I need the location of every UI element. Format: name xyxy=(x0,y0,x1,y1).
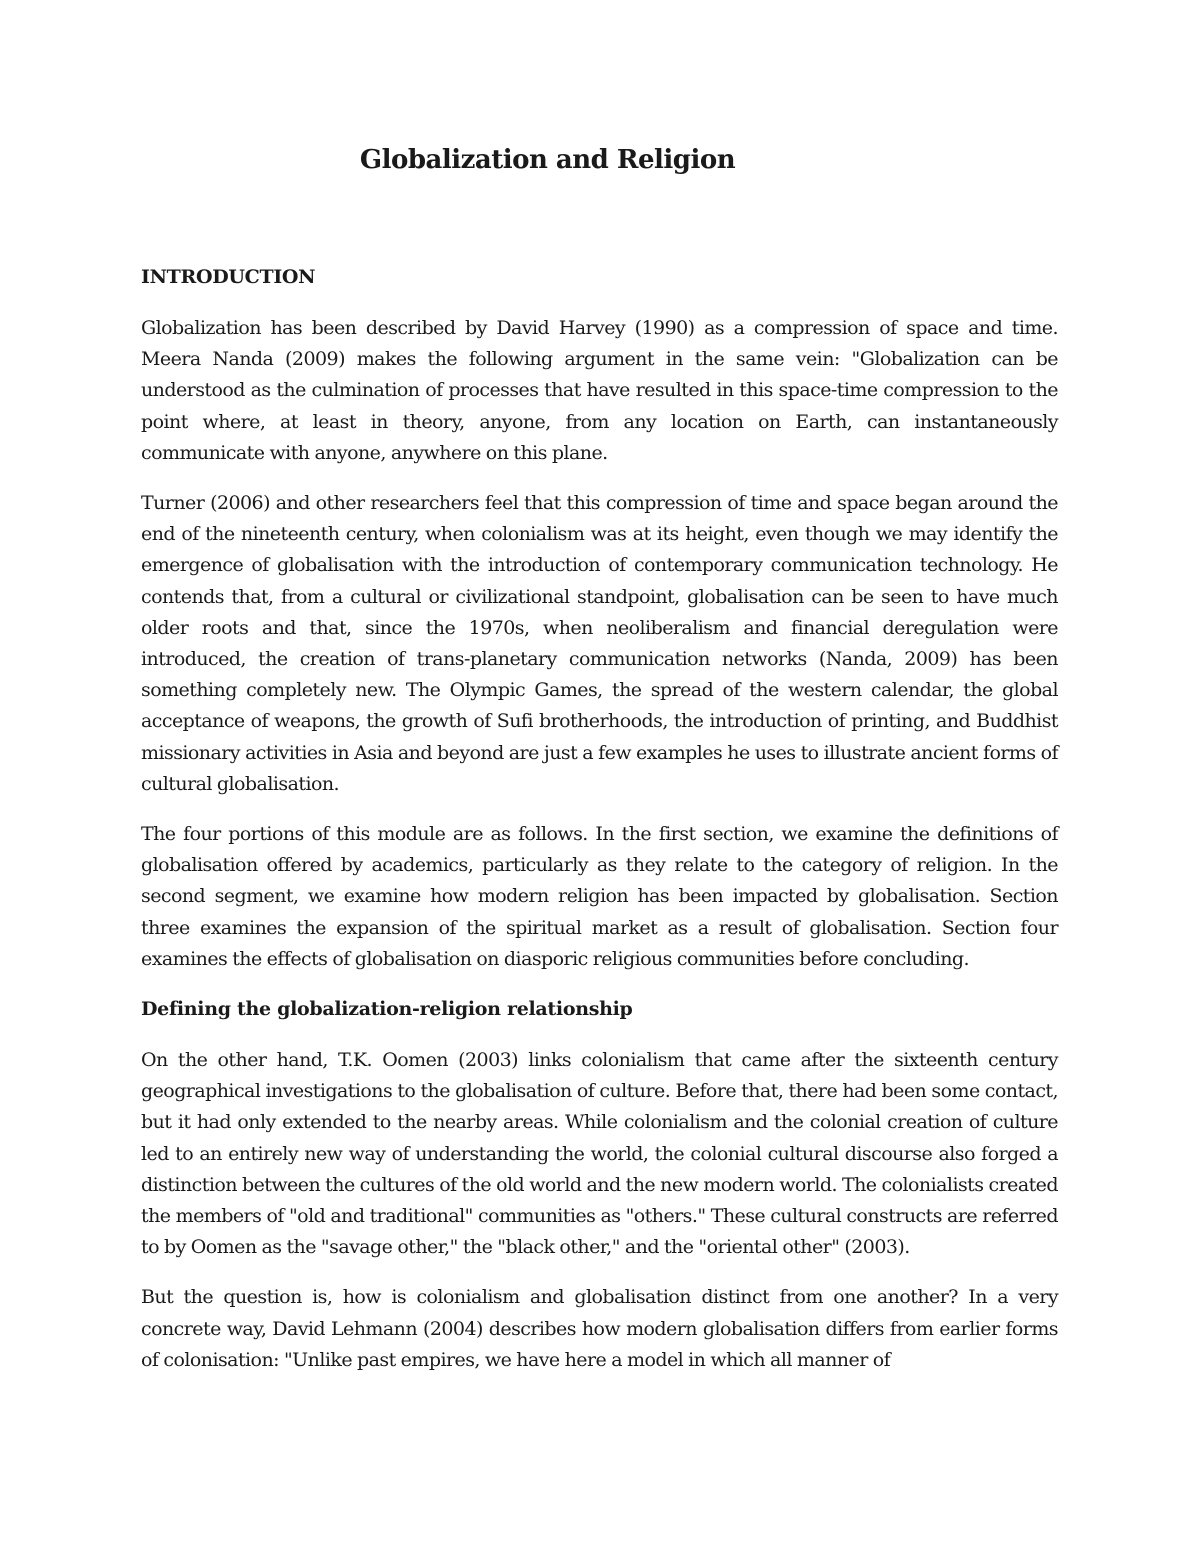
section-heading-introduction: INTRODUCTION xyxy=(141,266,316,288)
paragraph: On the other hand, T.K. Oomen (2003) links colonialism that came after the sixteenth century geographical investigations to the globalisation of culture. Before that, there had been some contact, but it had only extended to the nearby areas. While colonialism and the colonial creation of culture led to an entirely new way of understanding the world, the colonial cultural discourse also forged a distinction between the cultures of the old world and the new modern world. The colonialists created the members of "old and traditional" communities as "others." These cultural constructs are referred to by Oomen as the "savage other," the "black other," and the "oriental other" (2003). xyxy=(141,1049,1058,1259)
section-heading-defining-relationship: Defining the globalization-religion relationship xyxy=(141,998,633,1021)
document-title: Globalization and Religion xyxy=(359,145,736,175)
paragraph: Turner (2006) and other researchers feel that this compression of time and space began around the end of the nineteenth century, when colonialism was at its height, even though we may identify the emergence of globalisation with the introduction of contemporary communication technology. He contends that, from a cultural or civilizational standpoint, globalisation can be seen to have much older roots and that, since the 1970s, when neoliberalism and financial deregulation were introduced, the creation of trans-planetary communication networks (Nanda, 2009) has been something completely new. The Olympic Games, the spread of the western calendar, the global acceptance of weapons, the growth of Sufi brotherhoods, the introduction of printing, and Buddhist missionary activities in Asia and beyond are just a few examples he uses to illustrate ancient forms of cultural globalisation. xyxy=(141,492,1058,795)
document-body xyxy=(141,262,1058,1376)
paragraph: The four portions of this module are as follows. In the first section, we examine the definitions of globalisation offered by academics, particularly as they relate to the category of religion. In the second segment, we examine how modern religion has been impacted by globalisation. Section three examines the expansion of the spiritual market as a result of globalisation. Section four examines the effects of globalisation on diasporic religious communities before concluding. xyxy=(141,823,1058,970)
paragraph: But the question is, how is colonialism and globalisation distinct from one another? In a very concrete way, David Lehmann (2004) describes how modern globalisation differs from earlier forms of colonisation: "Unlike past empires, we have here a model in which all manner of xyxy=(141,1286,1058,1371)
paragraph: Globalization has been described by David Harvey (1990) as a compression of space and time. Meera Nanda (2009) makes the following argument in the same vein: "Globalization can be understood as the culmination of processes that have resulted in this space-time compression to the point where, at least in theory, anyone, from any location on Earth, can instantaneously communicate with anyone, anywhere on this plane. xyxy=(141,317,1058,464)
